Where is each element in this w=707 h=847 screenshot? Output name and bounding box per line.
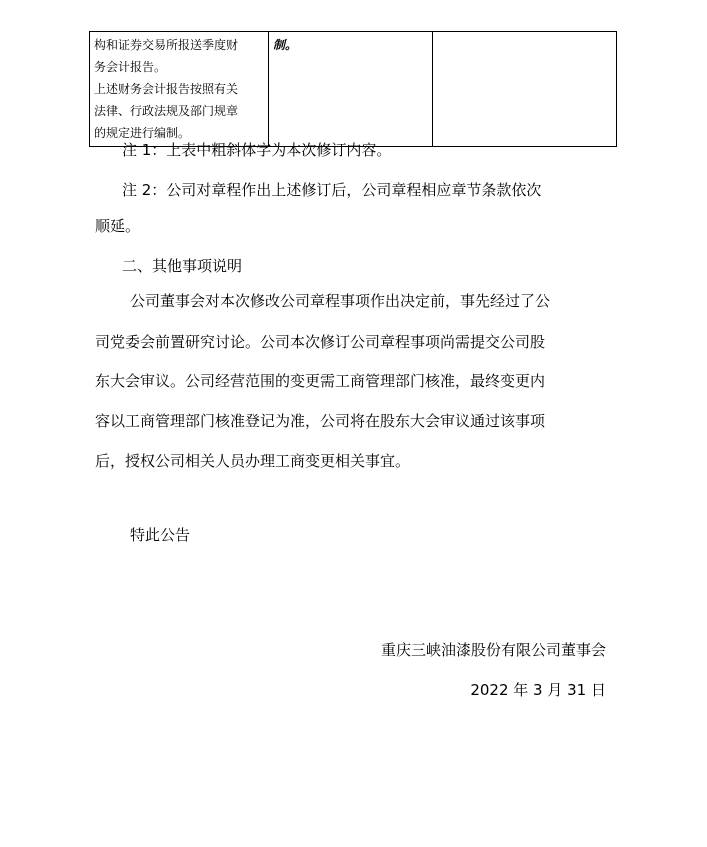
body-paragraph-line: 后，授权公司相关人员办理工商变更相关事宜。 (95, 452, 411, 470)
section-heading: 二、其他事项说明 (122, 257, 243, 275)
revised-text: 制。 (273, 38, 298, 52)
body-paragraph-line: 公司董事会对本次修改公司章程事项作出决定前，事先经过了公 (130, 292, 551, 310)
cell-text-line: 构和证券交易所报送季度财 (94, 38, 239, 52)
note-2-line-1: 注 2：公司对章程作出上述修订后，公司章程相应章节条款依次 (122, 181, 542, 199)
revised-clause-cell (269, 32, 433, 147)
body-paragraph-line: 容以工商管理部门核准登记为准，公司将在股东大会审议通过该事项 (95, 412, 546, 430)
remarks-cell (433, 32, 617, 147)
note-1: 注 1：上表中粗斜体字为本次修订内容。 (122, 141, 392, 159)
announcement-closing: 特此公告 (130, 526, 191, 544)
announcement-date: 2022 年 3 月 31 日 (470, 681, 606, 699)
cell-text-line: 上述财务会计报告按照有关 (94, 82, 239, 96)
articles-amendment-table-continuation (89, 31, 617, 147)
body-paragraph-line: 司党委会前置研究讨论。公司本次修订公司章程事项尚需提交公司股 (95, 333, 546, 351)
cell-text-line: 务会计报告。 (94, 60, 167, 74)
original-clause-cell (90, 32, 269, 147)
cell-text-line: 的规定进行编制。 (94, 126, 191, 140)
issuer-signature: 重庆三峡油漆股份有限公司董事会 (380, 641, 606, 659)
cell-text-line: 法律、行政法规及部门规章 (94, 104, 239, 118)
body-paragraph-line: 东大会审议。公司经营范围的变更需工商管理部门核准，最终变更内 (95, 372, 546, 390)
table-row (90, 32, 617, 147)
note-2-line-2: 顺延。 (95, 217, 141, 235)
